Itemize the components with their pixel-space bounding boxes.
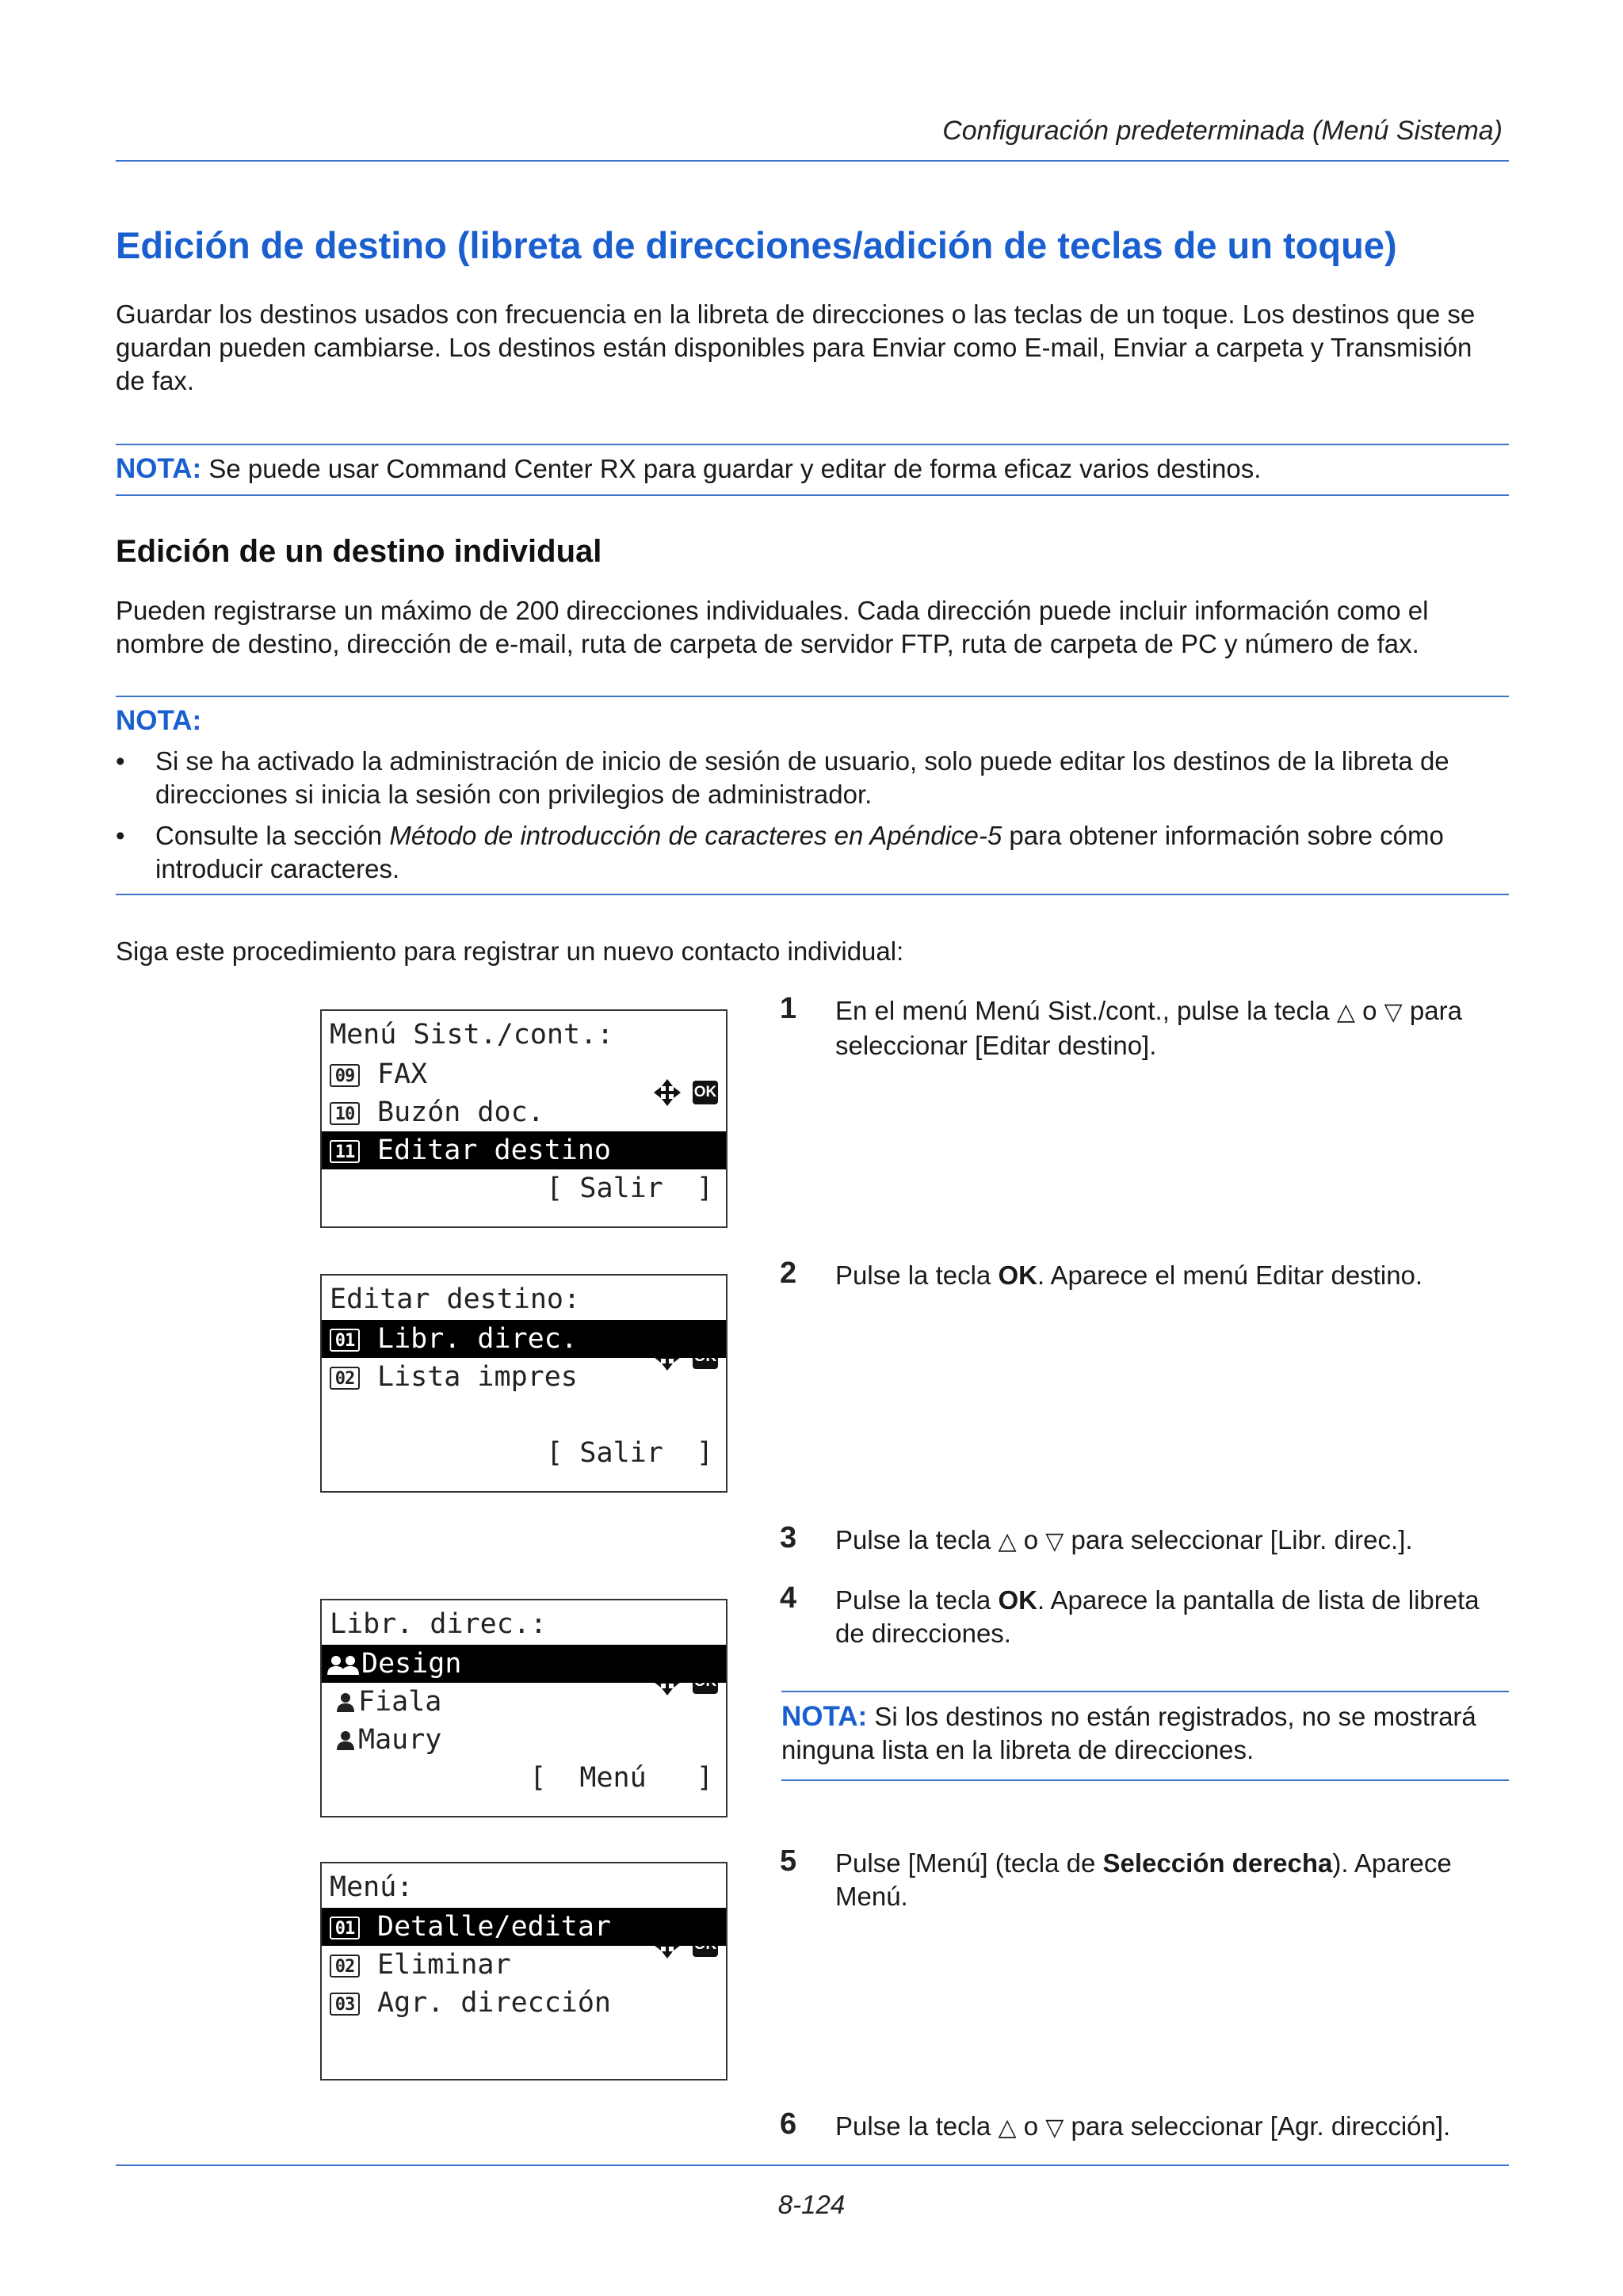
step-text-part: ). Aparece Menú. — [835, 1848, 1452, 1911]
contact-fiala[interactable] — [322, 1683, 726, 1721]
item-label: Buzón doc. — [377, 1097, 544, 1128]
menu-item-libr-direc[interactable] — [322, 1320, 726, 1358]
section-paragraph: Pueden registrarse un máximo de 200 direcciones individuales. Cada dirección puede incluir información como el nombre de destino, dirección de e-mail, ruta de carpeta de servidor FTP, ruta de carpeta de PC y número de fax. — [116, 596, 1429, 658]
intro-paragraph: Guardar los destinos usados con frecuencia en la libreta de direcciones o las teclas de un toque. Los destinos que se guardan pueden cambiarse. Los destinos están disponibles para Enviar como E-mail, Enviar a carpeta y Transmisión de fax. — [116, 299, 1476, 395]
item-label: Eliminar — [377, 1949, 511, 1981]
up-arrow-key-icon: △ — [998, 2115, 1017, 2141]
step-1-text — [835, 994, 1510, 1062]
nota3-bottom-rule — [781, 1779, 1509, 1781]
step-text-part: o — [1016, 1525, 1046, 1554]
contact-design[interactable] — [322, 1645, 726, 1683]
contact-maury[interactable] — [322, 1721, 726, 1759]
step-text-part: o — [1016, 2111, 1046, 2141]
menu-item-agr-direccion[interactable] — [322, 1984, 726, 2022]
exit-softkey[interactable]: [ Salir ] — [546, 1173, 713, 1204]
item-label: FAX — [377, 1058, 428, 1090]
step-text-part: para seleccionar [Editar destino]. — [835, 996, 1462, 1060]
section-subtitle: Edición de un destino individual — [116, 534, 602, 569]
nota1-label: NOTA: — [116, 453, 202, 484]
menu-item-buzon[interactable] — [322, 1093, 726, 1131]
step-text-part: Pulse la tecla — [835, 2111, 999, 2141]
empty-row — [322, 1396, 726, 1434]
menu-item-editar-destino[interactable] — [322, 1131, 726, 1169]
step-text-part: Pulse [Menú] (tecla de — [835, 1848, 1103, 1878]
step-text-part: Pulse la tecla — [835, 1585, 999, 1615]
screen-title: Editar destino: — [330, 1283, 581, 1315]
contact-name: Design — [361, 1648, 462, 1680]
step-6-text — [835, 2110, 1510, 2145]
down-arrow-key-icon: ▽ — [1384, 999, 1403, 1025]
person-icon — [336, 1730, 355, 1751]
step-6-number: 6 — [780, 2107, 797, 2141]
running-header: Configuración predeterminada (Menú Sistema) — [942, 116, 1503, 146]
bullet-text — [155, 819, 1507, 886]
lcd-screen-menu — [320, 1862, 727, 2081]
page-number: 8-124 — [777, 2190, 846, 2219]
screen-title: Menú: — [330, 1871, 414, 1903]
menu-item-fax[interactable] — [322, 1055, 726, 1093]
down-arrow-key-icon: ▽ — [1045, 1528, 1064, 1554]
procedure-intro: Siga este procedimiento para registrar un nuevo contacto individual: — [116, 936, 904, 966]
step-2-number: 2 — [780, 1257, 797, 1290]
contact-name: Fiala — [358, 1686, 442, 1718]
lcd-screen-system-menu — [320, 1009, 727, 1228]
menu-softkey[interactable]: [ Menú ] — [529, 1762, 713, 1794]
item-number-icon: 02 — [330, 1955, 360, 1978]
person-icon — [336, 1692, 355, 1713]
step-text-part: . Aparece la pantalla de lista de libreta de direcciones. — [835, 1585, 1480, 1648]
ok-key-label: OK — [998, 1585, 1037, 1615]
item-number-icon: 10 — [330, 1102, 360, 1125]
nota1-top-rule — [116, 444, 1509, 445]
item-label: Libr. direc. — [377, 1323, 578, 1355]
step-5-number: 5 — [780, 1844, 797, 1878]
nota3 — [781, 1700, 1510, 1767]
nota1-text: Se puede usar Command Center RX para guardar y editar de forma eficaz varios destinos. — [201, 454, 1262, 483]
step-3-text — [835, 1524, 1510, 1558]
right-select-key-label: Selección derecha — [1102, 1848, 1333, 1878]
bullet2-pre: Consulte la sección — [155, 821, 390, 850]
bullet2-post: para obtener información sobre cómo introducir caracteres. — [155, 821, 1444, 883]
menu-item-detalle-editar[interactable] — [322, 1908, 726, 1946]
appendix-reference: Método de introducción de caracteres en Apéndice-5 — [389, 821, 1002, 850]
nota3-label: NOTA: — [781, 1701, 868, 1732]
up-arrow-key-icon: △ — [998, 1528, 1017, 1554]
group-icon — [327, 1653, 361, 1676]
step-text-part: Pulse la tecla — [835, 1525, 999, 1554]
down-arrow-key-icon: ▽ — [1045, 2115, 1064, 2141]
item-label: Editar destino — [377, 1135, 612, 1166]
item-label: Detalle/editar — [377, 1911, 612, 1943]
nota3-text: Si los destinos no están registrados, no se mostrará ninguna lista en la libreta de direcciones. — [781, 1702, 1476, 1764]
item-number-icon: 02 — [330, 1367, 360, 1390]
nota2-top-rule — [116, 696, 1509, 697]
screen-title: Libr. direc.: — [330, 1608, 547, 1640]
screen-title-row — [322, 1863, 726, 1908]
bullet-dot: • — [116, 821, 125, 850]
step-text-part: En el menú Menú Sist./cont., pulse la tecla — [835, 996, 1337, 1025]
header-divider — [116, 160, 1509, 162]
step-2-text — [835, 1259, 1510, 1292]
item-number-icon: 01 — [330, 1329, 360, 1352]
exit-softkey[interactable]: [ Salir ] — [546, 1437, 713, 1469]
step-5-text — [835, 1847, 1510, 1913]
contact-name: Maury — [358, 1724, 442, 1756]
step-3-number: 3 — [780, 1521, 797, 1554]
ok-key-icon: OK — [693, 1081, 718, 1104]
step-text-part: para seleccionar [Agr. dirección]. — [1064, 2111, 1451, 2141]
up-arrow-key-icon: △ — [1336, 999, 1355, 1025]
step-1-number: 1 — [780, 992, 797, 1025]
step-4-text — [835, 1584, 1510, 1650]
menu-item-lista-impres[interactable] — [322, 1358, 726, 1396]
nota2-label: NOTA: — [116, 705, 202, 736]
step-text-part: para seleccionar [Libr. direc.]. — [1064, 1525, 1413, 1554]
item-number-icon: 01 — [330, 1917, 360, 1939]
item-label: Lista impres — [377, 1361, 578, 1393]
bullet-text: Si se ha activado la administración de inicio de sesión de usuario, solo puede editar los destinos de la libreta de direcciones si inicia la sesión con privilegios de administrador. — [155, 746, 1449, 809]
screen-title-row — [322, 1600, 726, 1645]
step-text-part: Pulse la tecla — [835, 1261, 999, 1290]
nota2-bullet-1 — [116, 745, 1507, 811]
item-number-icon: 09 — [330, 1064, 360, 1087]
screen-title-row — [322, 1276, 726, 1320]
ok-key-label: OK — [998, 1261, 1037, 1290]
nota1-bottom-rule — [116, 494, 1509, 496]
footer-divider — [116, 2164, 1509, 2166]
item-number-icon: 03 — [330, 1993, 360, 2016]
step-4-number: 4 — [780, 1581, 797, 1615]
lcd-screen-address-book — [320, 1599, 727, 1817]
bullet-dot: • — [116, 746, 125, 776]
step-text-part: . Aparece el menú Editar destino. — [1037, 1261, 1423, 1290]
nota3-top-rule — [781, 1691, 1509, 1692]
menu-item-eliminar[interactable] — [322, 1946, 726, 1984]
nota2-bullet-2 — [116, 819, 1507, 886]
item-label: Agr. dirección — [377, 1987, 612, 2019]
item-number-icon: 11 — [330, 1140, 360, 1163]
lcd-screen-edit-destination — [320, 1274, 727, 1493]
step-text-part: o — [1354, 996, 1384, 1025]
nota2-bottom-rule — [116, 894, 1509, 895]
page-title: Edición de destino (libreta de direcciones/adición de teclas de un toque) — [116, 224, 1397, 266]
nota1 — [116, 453, 1507, 485]
screen-title: Menú Sist./cont.: — [330, 1019, 614, 1051]
